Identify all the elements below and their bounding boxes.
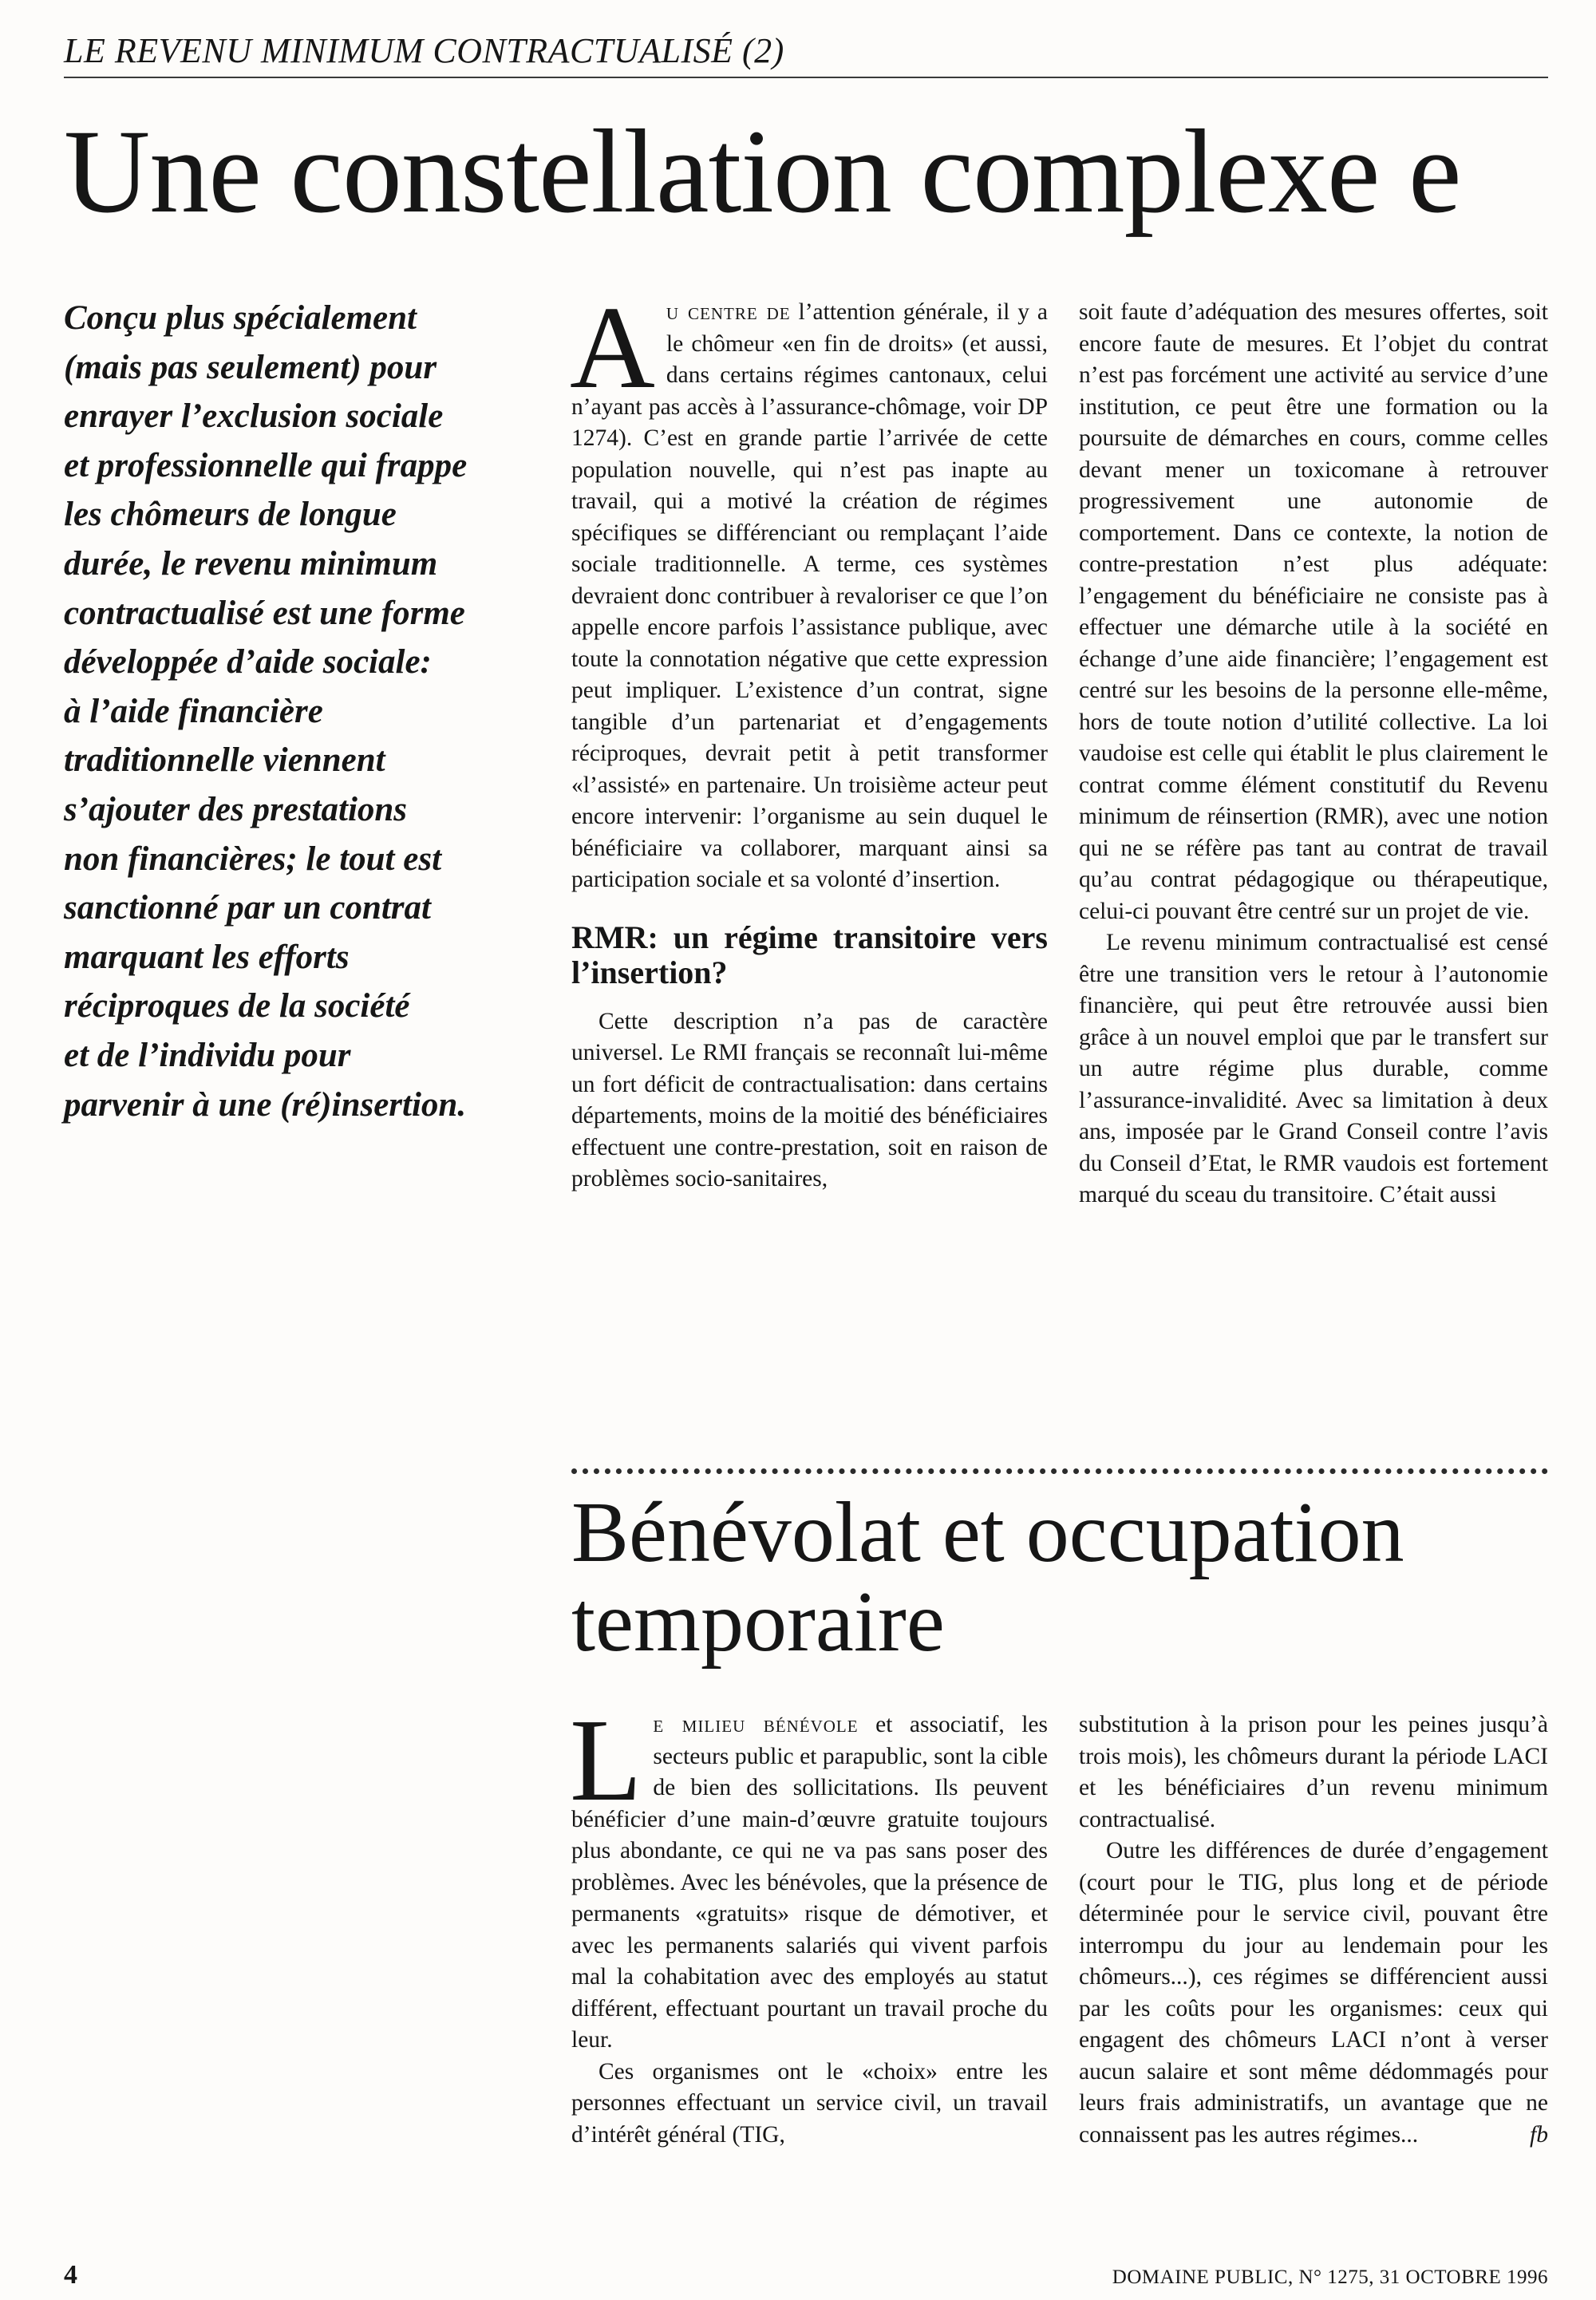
- intro-line: développée d’aide sociale:: [64, 643, 432, 682]
- article2-paragraph-4: [1079, 1836, 1548, 2151]
- intro-line: durée, le revenu minimum: [64, 544, 438, 583]
- article2-paragraph-4-text: Outre les différences de durée d’engagement (court pour le TIG, plus long et de période déterminée pour le service civil, pouvant être interrompu du jour au lendemain pour les chômeurs...), ces régimes se différencient aussi par les coûts pour les organismes: ceux qui engagent des chômeurs LACI n’ont à verser aucun salaire et sont même dédommagés pour leurs frais administratifs, un avantage que ne connaissent pas les autres régimes...: [1079, 1838, 1548, 2148]
- intro-line: les chômeurs de longue: [64, 496, 397, 534]
- intro-line: s’ajouter des prestations: [64, 790, 408, 828]
- article2-dropcap: L: [570, 1695, 642, 1826]
- intro-line: enrayer l’exclusion sociale: [64, 397, 444, 436]
- intro-line: parvenir à une (ré)insertion.: [64, 1085, 467, 1124]
- intro-line: à l’aide financière: [64, 692, 323, 730]
- intro-line: (mais pas seulement) pour: [64, 348, 437, 386]
- intro-line: et de l’individu pour: [64, 1036, 351, 1074]
- article1-column-1: [570, 283, 1048, 1195]
- article2-title-line: temporaire: [571, 1575, 945, 1670]
- intro-line: sanctionné par un contrat: [64, 889, 431, 927]
- article2-column-1: [570, 1695, 1048, 2151]
- section-divider: [571, 1468, 1548, 1474]
- article1-dropcap: A: [570, 283, 655, 413]
- article1-paragraph-1-text: l’attention générale, il y a le chômeur «en fin de droits» (et aussi, dans certains régimes cantonaux, celui n’ayant pas accès à l’assurance-chômage, voir DP 1274). C’est en grande partie l’arrivée de cette population nouvelle, qui n’est pas inapte au travail, qui a motivé la création de régimes spécifiques se différenciant ou remplaçant l’aide sociale traditionnelle. A terme, ces systèmes devraient donc contribuer à revaloriser ce que l’on appelle encore parfois l’assistance publique, avec toute la connotation négative que cette expression peut impliquer. L’existence d’un contrat, signe tangible d’un partenariat et d’engagements réciproques, devrait petit à petit transformer «l’assisté» en partenaire. Un troisième acteur peut encore intervenir: l’organisme au sein duquel le bénéficiaire va collaborer, marquant ainsi sa participation sociale et sa volonté d’insertion.: [571, 299, 1048, 892]
- intro-line: contractualisé est une forme: [64, 594, 465, 632]
- article1-paragraph-3: soit faute d’adéquation des mesures offertes, soit encore faute de mesures. Et l’objet du contrat n’est pas forcément une activité au service d’une institution, ce peut être une formation ou la poursuite de démarches en cours, comme celles devant mener un toxicomane à retrouver progressivement une autonomie de comportement. Dans ce contexte, la notion de contre-prestation n’est plus adéquate: l’engagement du bénéficiaire ne consiste pas à effectuer une démarche utile à la société en échange d’une aide financière; l’engagement est centré sur les besoins de la personne elle-même, hors de toute notion d’utilité collective. La loi vaudoise est celle qui établit le plus clairement le contrat comme élément constitutif du Revenu minimum de réinsertion (RMR), avec une notion qui ne se réfère pas tant au contrat de travail qu’au contrat pédagogique ou thérapeutique, celui-ci pouvant être centré sur un projet de vie.: [1079, 299, 1548, 924]
- intro-line: réciproques de la société: [64, 987, 410, 1026]
- article2-paragraph-1: [570, 1695, 1048, 2057]
- article1-paragraph-4: Le revenu minimum contractualisé est censé être une transition vers le retour à l’autonomie financière, qui peut être retrouvée aussi bien grâce à un nouvel emploi que par le transfert sur un autre régime plus durable, comme l’assurance-invalidité. Avec sa limitation à deux ans, imposée par le Grand Conseil contre l’avis du Conseil d’Etat, le RMR vaudois est fortement marqué du sceau du transitoire. C’était aussi: [1079, 930, 1548, 1207]
- article2-column-2: [1079, 1709, 1548, 2151]
- page-title: Une constellation complexe e: [64, 105, 1461, 238]
- article1-subheading: RMR: un régime transitoire vers l’insertion?: [571, 919, 1048, 990]
- article1-lead-in: u centre de: [666, 299, 791, 325]
- article1-paragraph-2: Cette description n’a pas de caractère universel. Le RMI français se reconnaît lui-même un fort déficit de contractualisation: dans certains départements, moins de la moitié des bénéficiaires effectuent une contre-prestation, soit en raison de problèmes socio-sanitaires,: [571, 1008, 1048, 1191]
- section-kicker: LE REVENU MINIMUM CONTRACTUALISÉ (2): [64, 31, 784, 70]
- article2-lead-in: e milieu bénévole: [653, 1712, 859, 1737]
- article2-paragraph-1-text: et associatif, les secteurs public et parapublic, sont la cible de bien des sollicitations. Ils peuvent bénéficier d’une main-d’œuvre gratuite toujours plus abondante, ce qui ne va pas sans poser des problèmes. Avec les bénévoles, que la présence de permanents «gratuits» risque de démotiver, et avec les permanents salariés qui vivent parfois mal la cohabitation avec des employés au statut différent, effectuant pourtant un travail proche du leur.: [571, 1712, 1048, 2053]
- article2-title-line: Bénévolat et occupation: [571, 1485, 1404, 1580]
- article2-title: [571, 1485, 1548, 1670]
- article2-paragraph-3: substitution à la prison pour les peines jusqu’à trois mois), les chômeurs durant la période LACI et les bénéficiaires d’un revenu minimum contractualisé.: [1079, 1712, 1548, 1832]
- article2-paragraph-2: Ces organismes ont le «choix» entre les personnes effectuant un service civil, un travail d’intérêt général (TIG,: [571, 2058, 1048, 2148]
- page-number: 4: [64, 2260, 77, 2290]
- author-signature: fb: [1530, 2121, 1548, 2148]
- article1-column-2: [1079, 297, 1548, 1211]
- intro-line: Conçu plus spécialement: [64, 299, 417, 337]
- intro-line: marquant les efforts: [64, 938, 350, 976]
- intro-standfirst: [64, 294, 543, 1129]
- publication-info: DOMAINE PUBLIC, N° 1275, 31 OCTOBRE 1996: [1112, 2266, 1548, 2288]
- intro-line: non financières; le tout est: [64, 840, 442, 878]
- header-rule: [64, 77, 1548, 78]
- intro-line: et professionnelle qui frappe: [64, 446, 468, 484]
- article1-paragraph-1: [570, 283, 1048, 896]
- intro-line: traditionnelle viennent: [64, 741, 385, 780]
